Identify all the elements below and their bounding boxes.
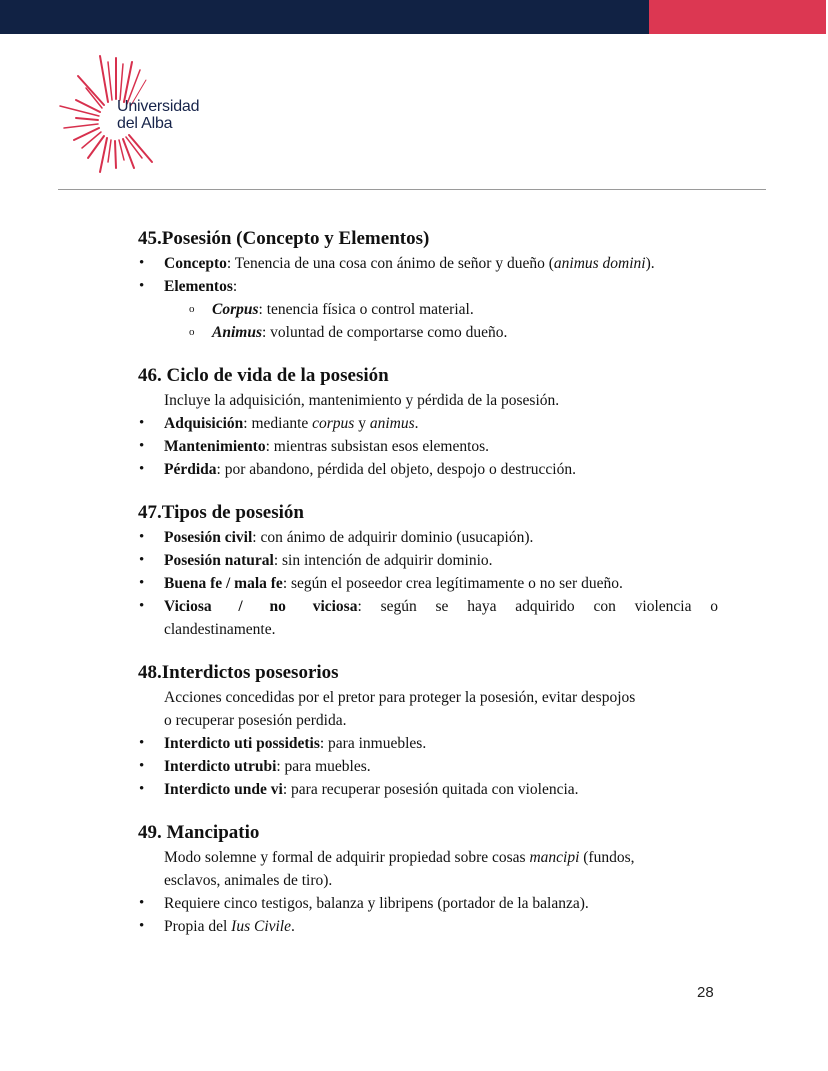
list-item — [138, 755, 718, 778]
section-48 — [138, 660, 718, 801]
term: Interdicto unde vi — [164, 781, 283, 798]
list-item — [138, 458, 718, 481]
definition-continuation: clandestinamente. — [164, 621, 276, 638]
list-item — [138, 275, 718, 298]
term: Concepto — [164, 255, 227, 272]
list-item — [138, 732, 718, 755]
definition: : para recuperar posesión quitada con violencia. — [282, 781, 579, 798]
sub-list-item — [138, 298, 718, 321]
latin-term: Ius Civile — [231, 918, 291, 935]
list-item — [138, 778, 718, 801]
section-title: 45.Posesión (Concepto y Elementos) — [138, 228, 430, 249]
section-title: 49. Mancipatio — [138, 822, 260, 843]
term: Elementos — [164, 278, 233, 295]
latin-term: animus — [369, 415, 415, 432]
term: Viciosa / no viciosa — [164, 598, 358, 615]
definition: : según el poseedor crea legítimamente o no ser dueño. — [282, 575, 623, 592]
definition: : por abandono, pérdida del objeto, despojo o destrucción. — [216, 461, 576, 478]
definition: : para muebles. — [276, 758, 371, 775]
list-item — [138, 892, 718, 915]
section-title: 47.Tipos de posesión — [138, 502, 304, 523]
definition: : voluntad de comportarse como dueño. — [261, 324, 508, 341]
logo-wordmark — [117, 98, 199, 132]
term: Posesión civil — [164, 529, 253, 546]
term: Corpus — [212, 301, 259, 318]
list-item — [138, 915, 718, 938]
definition: : Tenencia de una cosa con ánimo de señor y dueño ( — [226, 255, 554, 272]
definition: : — [232, 278, 238, 295]
header-bar — [0, 0, 828, 34]
section-title: 46. Ciclo de vida de la posesión — [138, 365, 389, 386]
term: Pérdida — [164, 461, 217, 478]
item-text: Propia del — [164, 918, 232, 935]
term: Interdicto uti possidetis — [164, 735, 320, 752]
definition: : para inmuebles. — [319, 735, 427, 752]
term: Posesión natural — [164, 552, 274, 569]
section-47 — [138, 500, 718, 641]
list-item — [138, 549, 718, 572]
intro-text: Modo solemne y formal de adquirir propiedad sobre cosas — [164, 849, 530, 866]
definition: : sin intención de adquirir dominio. — [273, 552, 493, 569]
header-bar-red — [649, 0, 826, 34]
definition: : con ánimo de adquirir dominio (usucapión). — [252, 529, 534, 546]
section-intro-line-1: Acciones concedidas por el pretor para proteger la posesión, evitar despojos — [164, 689, 636, 706]
term: Buena fe / mala fe — [164, 575, 283, 592]
item-text: Requiere cinco testigos, balanza y libripens (portador de la balanza). — [164, 895, 589, 912]
list-item — [138, 572, 718, 595]
latin-term: corpus — [312, 415, 355, 432]
page-number: 28 — [697, 984, 714, 1001]
header-bar-navy — [0, 0, 649, 34]
definition: : mediante — [243, 415, 313, 432]
definition: : tenencia física o control material. — [258, 301, 474, 318]
list-item — [138, 595, 718, 641]
list-item — [138, 526, 718, 549]
section-intro-line-1 — [138, 846, 718, 869]
section-46 — [138, 363, 718, 481]
document-body — [138, 226, 718, 957]
term: Interdicto utrubi — [164, 758, 277, 775]
logo-line-2: del Alba — [117, 115, 173, 132]
sub-list-item — [138, 321, 718, 344]
latin-term: animus domini — [553, 255, 646, 272]
definition: : según se haya adquirido con violencia o — [357, 598, 718, 615]
section-intro-line-2: esclavos, animales de tiro). — [164, 872, 333, 889]
section-49 — [138, 820, 718, 938]
term: Adquisición — [164, 415, 244, 432]
term: Animus — [212, 324, 262, 341]
latin-term: mancipi — [529, 849, 580, 866]
section-45 — [138, 226, 718, 344]
header-divider — [58, 189, 766, 190]
intro-text: (fundos, — [579, 849, 635, 866]
section-intro: Incluye la adquisición, mantenimiento y pérdida de la posesión. — [164, 392, 560, 409]
punctuation: . — [291, 918, 295, 935]
section-intro-line-2: o recuperar posesión perdida. — [164, 712, 347, 729]
logo-line-1: Universidad — [117, 98, 200, 115]
punctuation: . — [414, 415, 419, 432]
list-item — [138, 252, 718, 275]
conjunction: y — [354, 415, 370, 432]
punctuation: ). — [645, 255, 655, 272]
list-item — [138, 412, 718, 435]
definition: : mientras subsistan esos elementos. — [265, 438, 490, 455]
section-title: 48.Interdictos posesorios — [138, 662, 339, 683]
list-item — [138, 435, 718, 458]
term: Mantenimiento — [164, 438, 266, 455]
